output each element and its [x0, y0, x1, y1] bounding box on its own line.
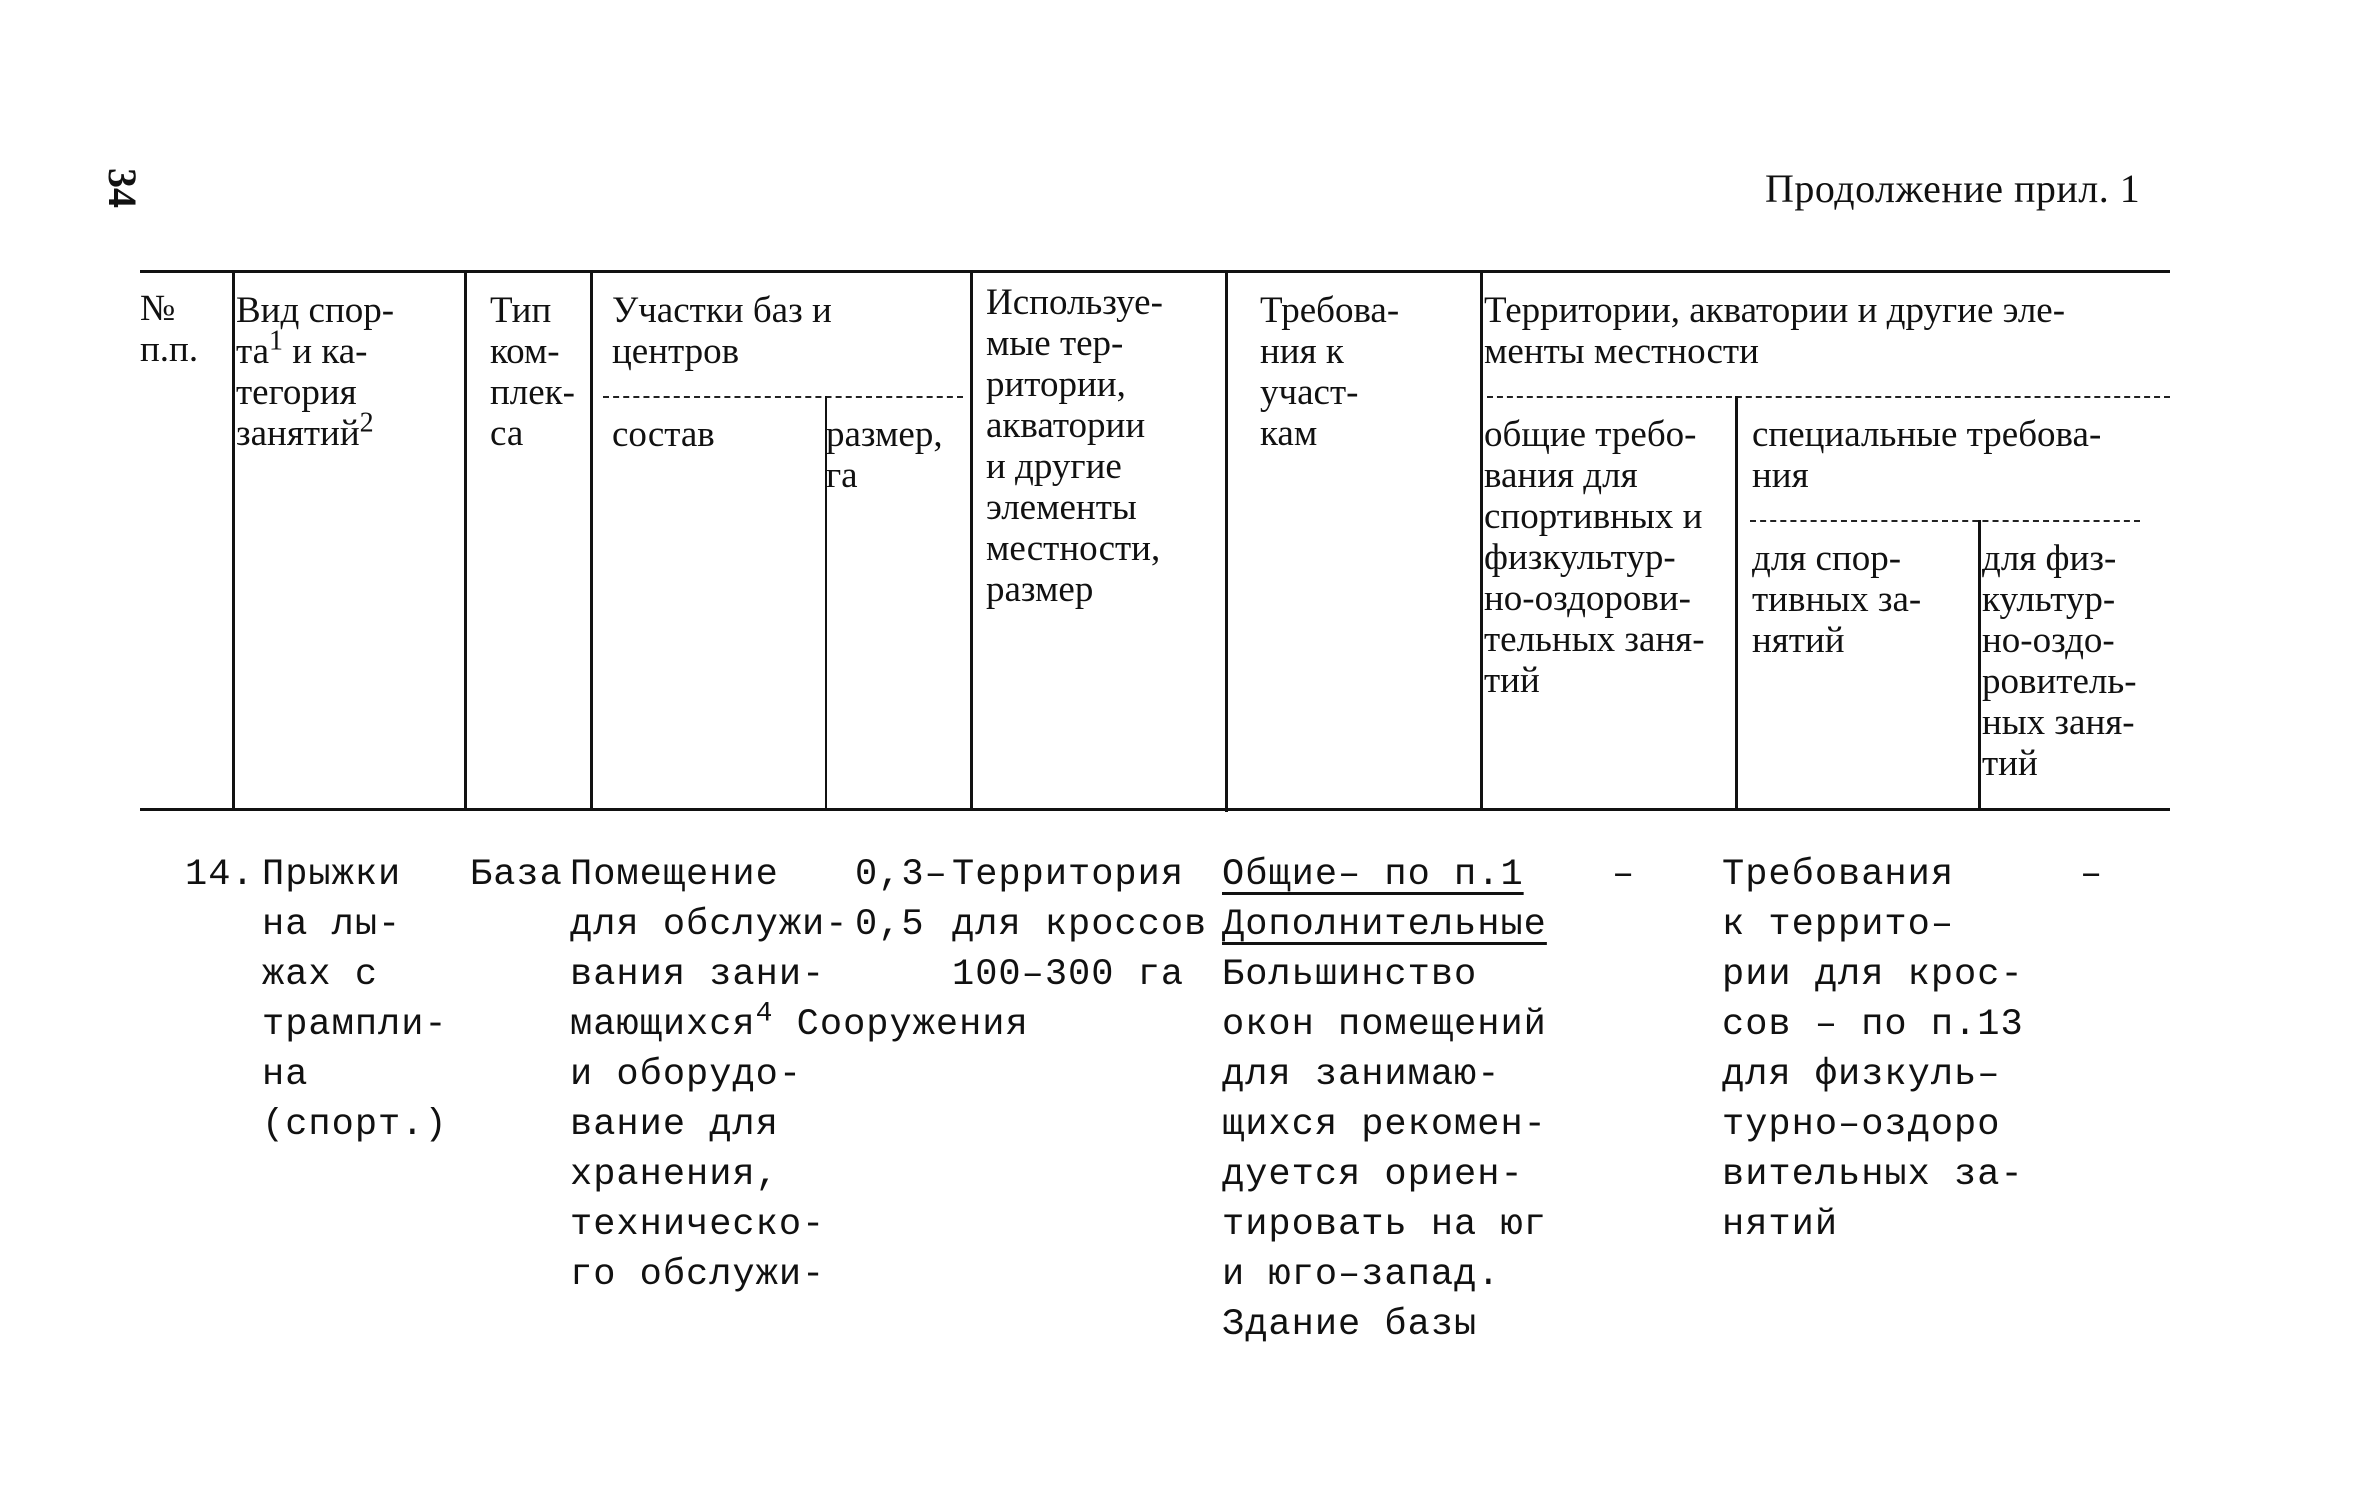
col-divider-5 [1225, 272, 1228, 812]
header-used-territories: Используе- мые тер- ритории, акватории и другие элементы местности, размер [986, 282, 1163, 610]
row-used-territories: Территория для кроссов 100–300 га [952, 854, 1208, 996]
header-sport: Вид спор- $та^1$ и ка- тегория занятий$^2$ [236, 290, 395, 454]
header-complex-type: Тип ком- плек- са [490, 290, 575, 454]
col-divider-7 [1735, 396, 1738, 808]
row-complex-type: База [470, 854, 563, 896]
row-number: 14. [185, 854, 255, 896]
col-divider-6 [1480, 272, 1483, 808]
header-sites-size: размер, га [826, 414, 943, 496]
header-top-rule [140, 270, 2170, 273]
col-divider-1 [232, 272, 235, 808]
header-no: № п.п. [140, 288, 199, 370]
row-site-requirements: Общие– по п.1 Дополнительные Большинство окон помещений для занимаю- щихся рекомен- дуется ориен- тировать на юг и юго–запад. Здание базы [1222, 854, 1547, 1346]
header-sites-group: Участки баз и центров [612, 290, 832, 372]
header-sites-composition: состав [612, 414, 715, 455]
col-divider-2 [464, 272, 467, 808]
territories-group-divider [1487, 396, 2170, 398]
row-general: – [1612, 854, 1636, 896]
col-divider-3 [590, 272, 593, 808]
row-for-fitness: – [2080, 854, 2104, 896]
special-requirements-divider [1750, 520, 2140, 522]
header-bottom-rule [140, 808, 2170, 811]
header-for-fitness: для физ- культур- но-оздо- ровитель- ных заня- тий [1982, 538, 2137, 784]
header-general-requirements: общие требо- вания для спортивных и физкультур- но-оздорови- тельных заня- тий [1484, 414, 1705, 701]
row-composition: Помещение для обслужи- вания зани- мающихся$^4$ Сооружения и оборудо- вание для хранения, техническо- го обслужи- [570, 854, 1029, 1296]
continuation-title: Продолжение прил. 1 [1765, 166, 2141, 211]
header-territories-group: Территории, акватории и другие эле- менты местности [1484, 290, 2066, 372]
header-site-requirements: Требова- ния к участ- кам [1260, 290, 1400, 454]
header-special-requirements: специальные требова- ния [1752, 414, 2102, 496]
row-size: 0,3– 0,5 [855, 854, 948, 946]
col-divider-8 [1978, 520, 1981, 808]
row-for-sport: Требования к террито– рии для крос- сов – по п.13 для физкуль– турно–оздоро вительных за- нятий [1722, 854, 2024, 1246]
sites-group-divider [603, 396, 963, 398]
row-sport: Прыжки на лы- жах с трампли- на (спорт.) [262, 854, 448, 1146]
header-for-sport: для спор- тивных за- нятий [1752, 538, 1922, 661]
col-divider-4 [970, 272, 973, 808]
page-number: 34 [100, 168, 145, 208]
